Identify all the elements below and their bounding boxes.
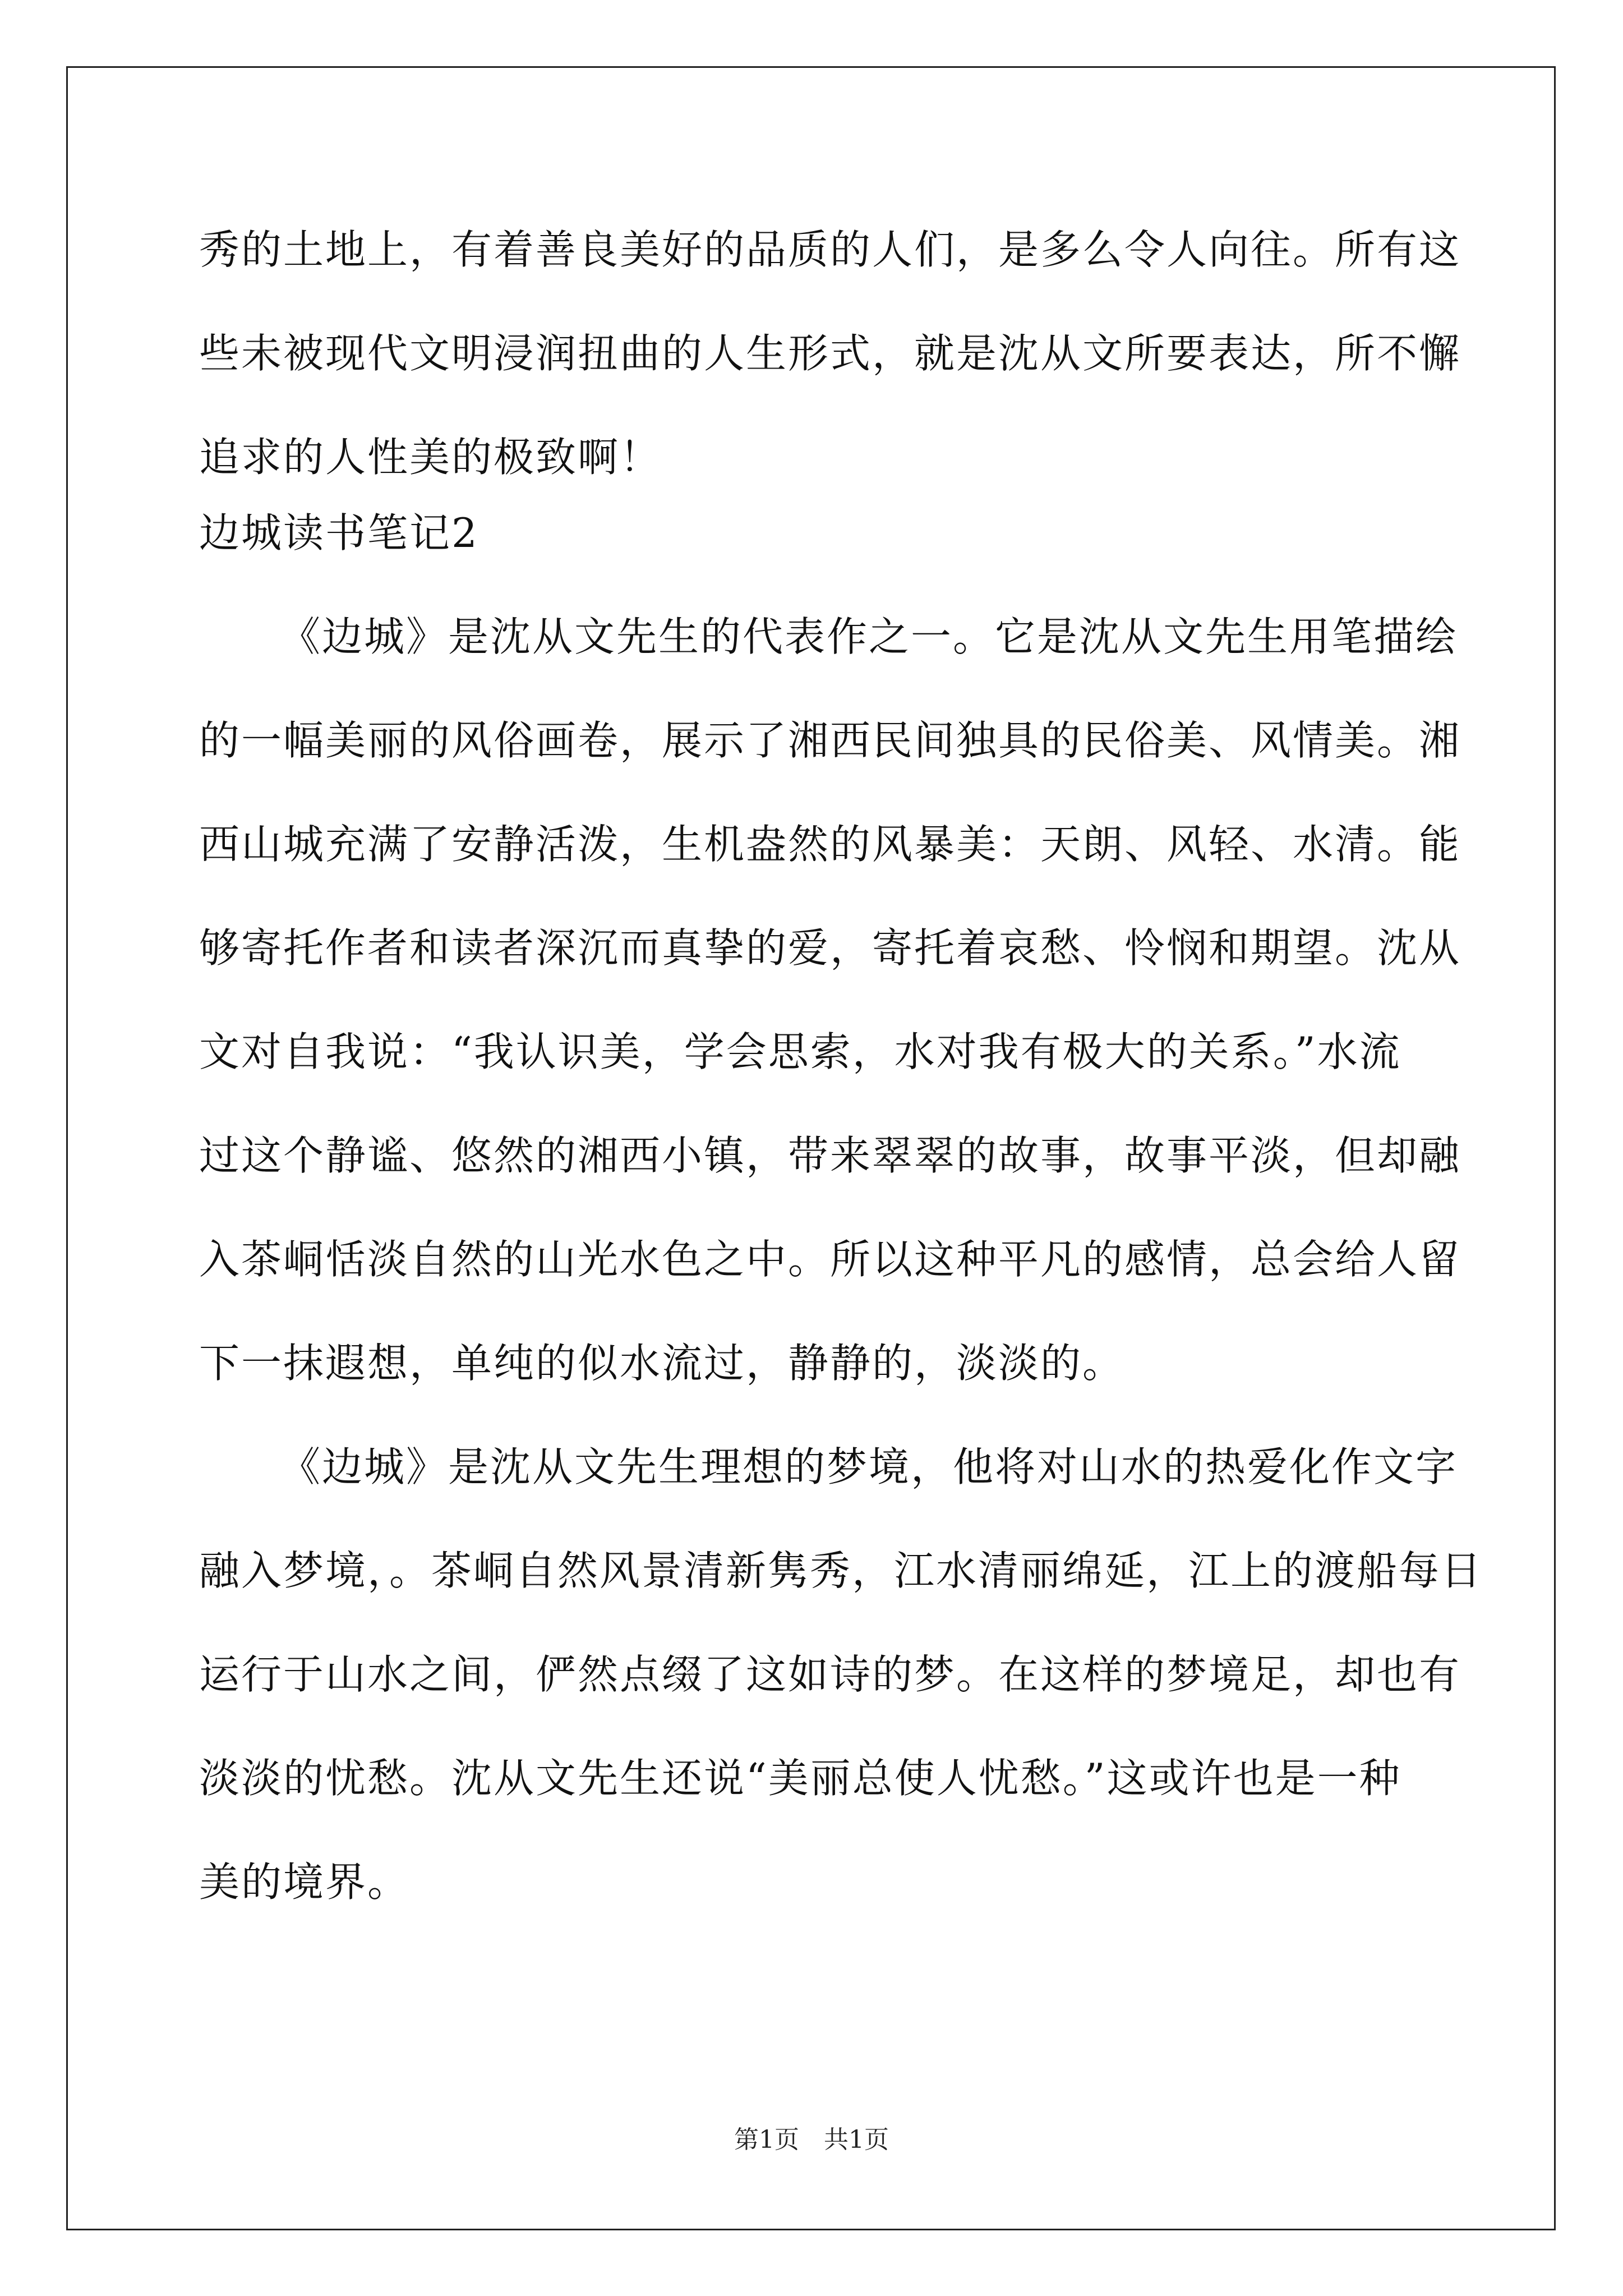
page-footer: 第1页 共1页 bbox=[734, 2125, 889, 2154]
text-line: 追求的人性美的极致啊！ bbox=[199, 434, 662, 481]
text-line: 的一幅美丽的风俗画卷，展示了湘西民间独具的民俗美、风情美。湘 bbox=[199, 717, 1461, 764]
text-line: 《边城》是沈从文先生的代表作之一。它是沈从文先生用笔描绘 bbox=[280, 613, 1458, 660]
text-line: 淡淡的忧愁。沈从文先生还说“美丽总使人忧愁。”这或许也是一种 bbox=[199, 1755, 1401, 1802]
text-line: 够寄托作者和读者深沉而真挚的爱，寄托着哀愁、怜悯和期望。沈从 bbox=[199, 924, 1461, 972]
text-line: 《边城》是沈从文先生理想的梦境，他将对山水的热爱化作文字 bbox=[280, 1443, 1458, 1490]
text-line: 美的境界。 bbox=[199, 1858, 410, 1906]
text-line: 下一抹遐想，单纯的似水流过，静静的，淡淡的。 bbox=[199, 1340, 1125, 1387]
section-heading: 边城读书笔记2 bbox=[199, 509, 479, 556]
text-line: 入茶峒恬淡自然的山光水色之中。所以这种平凡的感情，总会给人留 bbox=[199, 1236, 1461, 1283]
text-line: 秀的土地上，有着善良美好的品质的人们，是多么令人向往。所有这 bbox=[199, 226, 1461, 273]
text-line: 运行于山水之间，俨然点缀了这如诗的梦。在这样的梦境足，却也有 bbox=[199, 1651, 1461, 1698]
text-line: 过这个静谧、悠然的湘西小镇，带来翠翠的故事，故事平淡，但却融 bbox=[199, 1132, 1461, 1179]
text-line: 融入梦境，。茶峒自然风景清新隽秀，江水清丽绵延，江上的渡船每日 bbox=[199, 1547, 1483, 1594]
text-line: 些未被现代文明浸润扭曲的人生形式，就是沈从文所要表达，所不懈 bbox=[199, 330, 1461, 377]
text-line: 文对自我说：“我认识美，学会思索，水对我有极大的关系。”水流 bbox=[199, 1028, 1401, 1075]
text-line: 西山城充满了安静活泼，生机盎然的风暴美：天朗、风轻、水清。能 bbox=[199, 821, 1461, 868]
